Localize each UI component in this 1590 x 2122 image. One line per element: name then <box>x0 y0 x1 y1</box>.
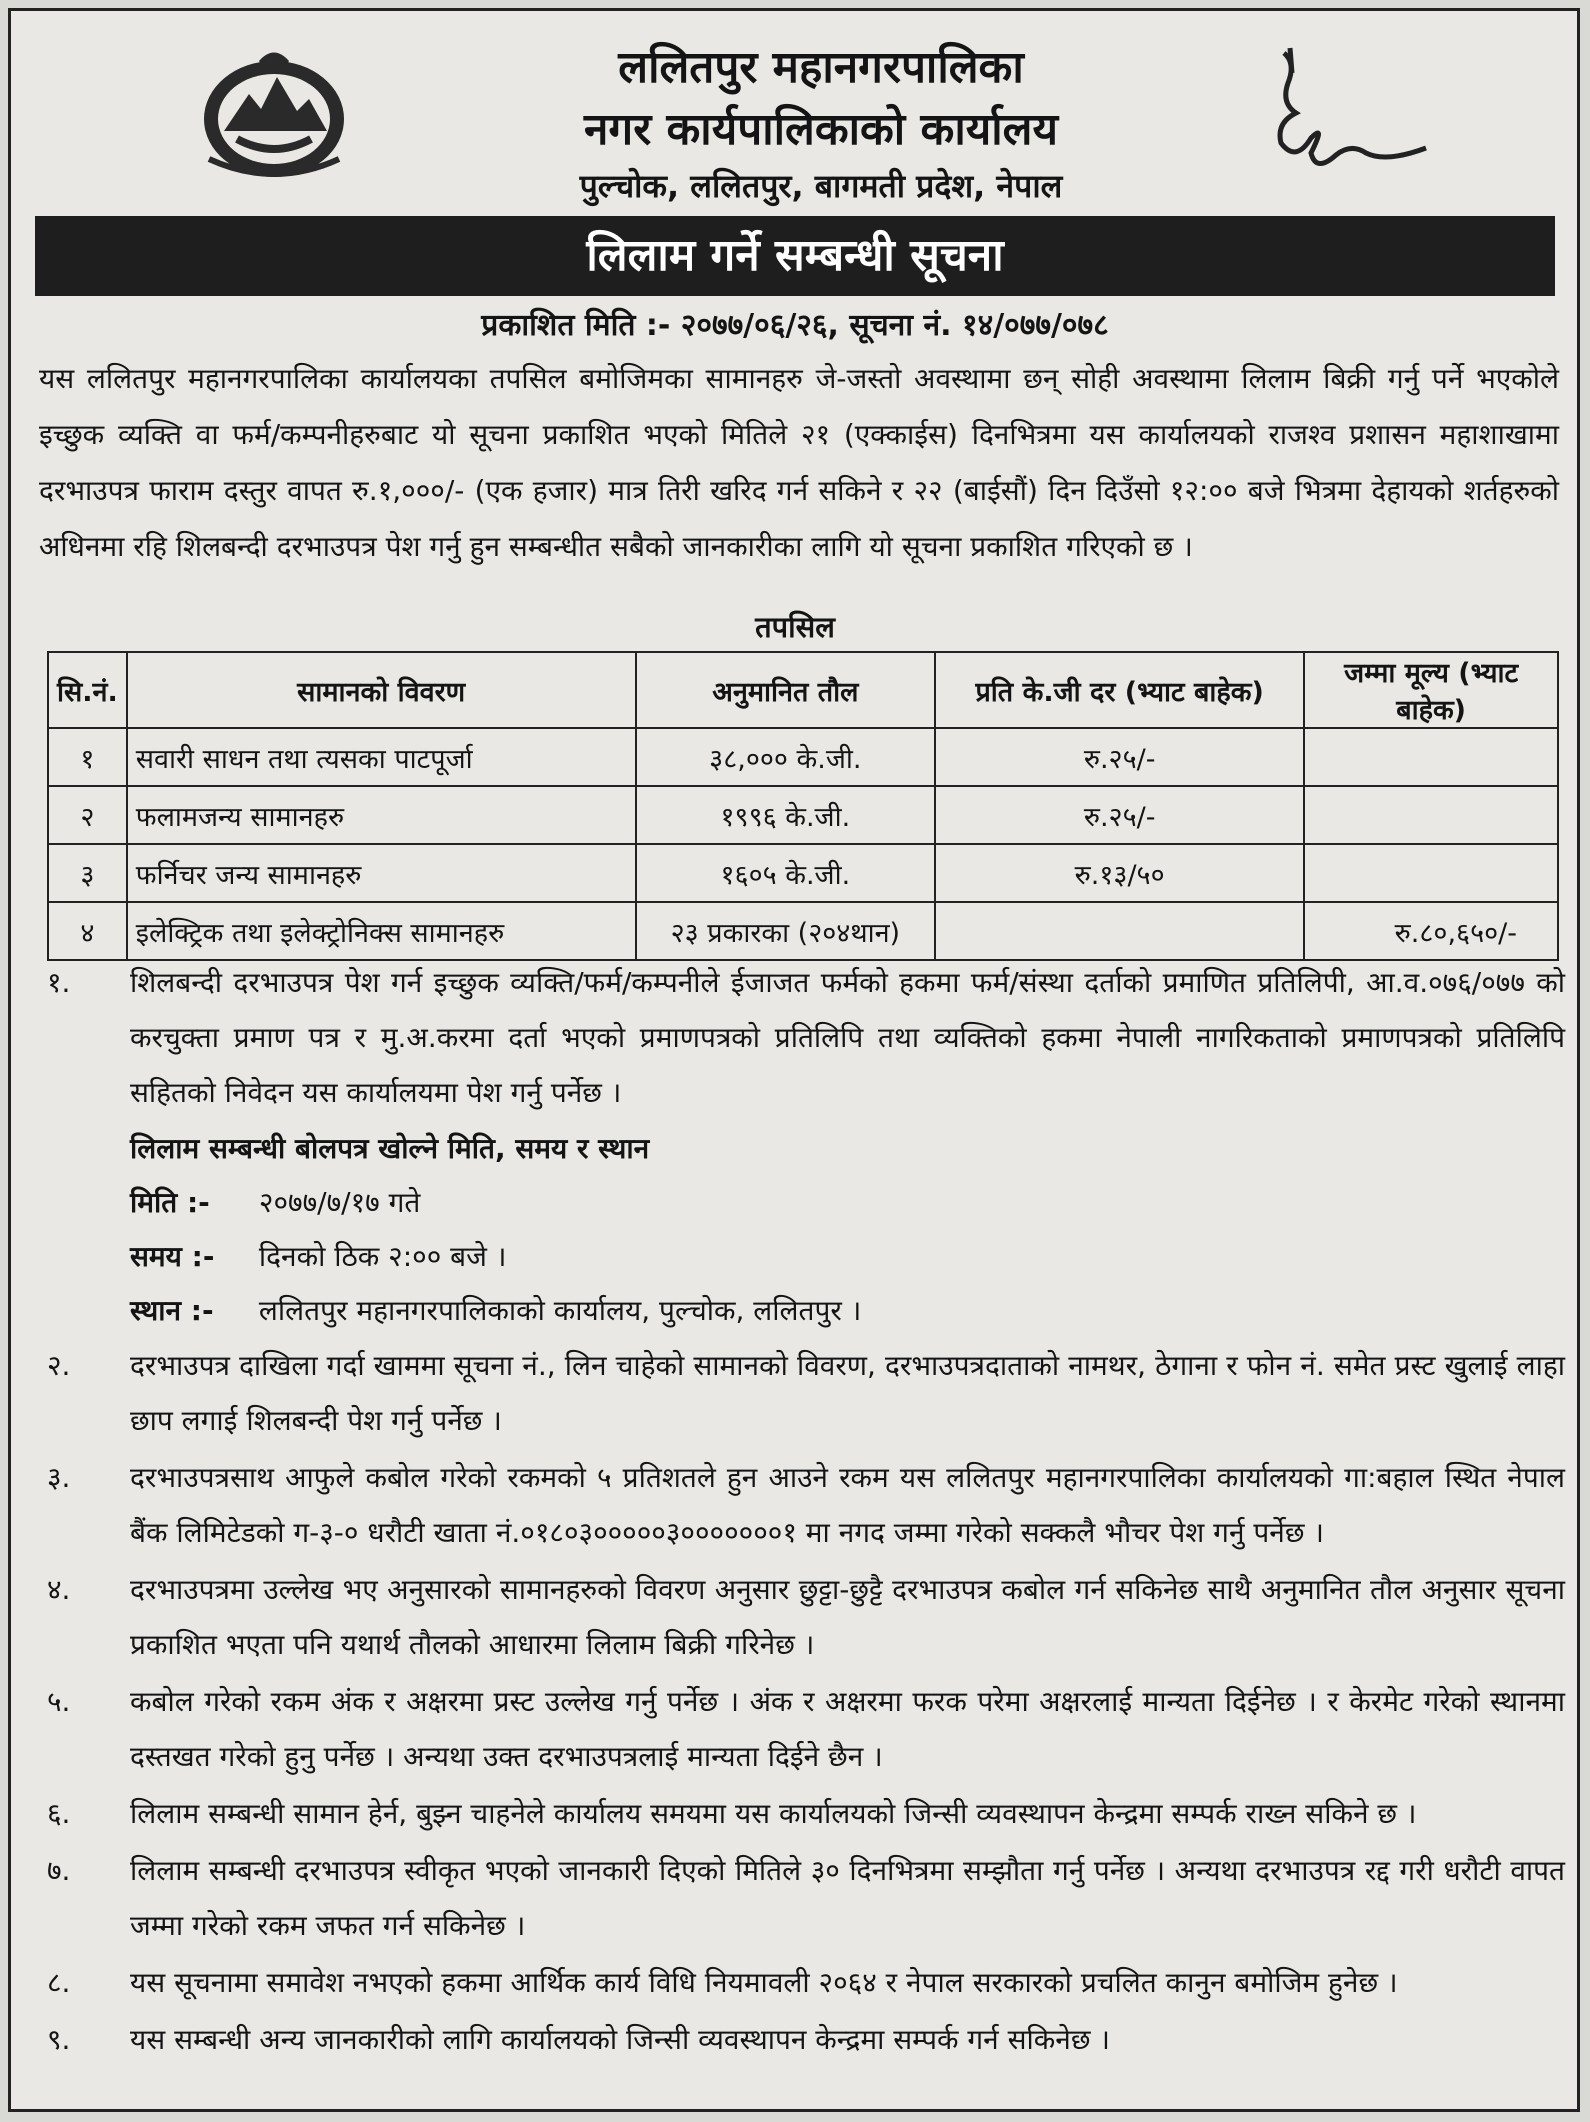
col-header-weight: अनुमानित तौल <box>636 652 935 728</box>
office-name: नगर कार्यपालिकाको कार्यालय <box>584 104 1058 155</box>
opening-date-row <box>130 1176 1565 1230</box>
cell-description: सवारी साधन तथा त्यसका पाटपूर्जा <box>127 728 636 786</box>
cell-sn: १ <box>48 728 127 786</box>
cell-rate: रु.२५/- <box>935 786 1304 844</box>
cell-sn: २ <box>48 786 127 844</box>
cell-description: फर्निचर जन्य सामानहरु <box>127 844 636 902</box>
condition-item <box>35 2012 1565 2067</box>
cell-total <box>1304 844 1558 902</box>
condition-item <box>35 1562 1565 1672</box>
condition-text: लिलाम सम्बन्धी सामान हेर्न, बुझ्न चाहनेले कार्यालय समयमा यस कार्यालयको जिन्सी व्यवस्थापन केन्द्रमा सम्पर्क राख्न सकिने छ । <box>130 1797 1417 1830</box>
letterhead <box>11 11 1577 211</box>
cell-rate: रु.२५/- <box>935 728 1304 786</box>
cell-sn: ३ <box>48 844 127 902</box>
condition-text: दरभाउपत्रसाथ आफुले कबोल गरेको रकमको ५ प्रतिशतले हुन आउने रकम यस ललितपुर महानगरपालिका कार्यालयको गा:बहाल स्थित नेपाल बैंक लिमिटेडको ग-३-० धरौटी खाता नं.०१८०३०००००३०००००००१ मा नगद जम्मा गरेको सक्कलै भौचर पेश गर्नु पर्नेछ । <box>130 1461 1565 1549</box>
items-table <box>47 651 1559 961</box>
condition-text: कबोल गरेको रकम अंक र अक्षरमा प्रस्ट उल्लेख गर्नु पर्नेछ । अंक र अक्षरमा फरक परेमा अक्षरलाई मान्यता दिईनेछ । र केरमेट गरेको स्थानमा दस्तखत गरेको हुनु पर्नेछ । अन्यथा उक्त दरभाउपत्रलाई मान्यता दिईने छैन । <box>130 1685 1565 1773</box>
condition-text: दरभाउपत्रमा उल्लेख भए अनुसारको सामानहरुको विवरण अनुसार छुट्टा-छुट्टै दरभाउपत्र कबोल गर्न सकिनेछ साथै अनुमानित तौल अनुसार सूचना प्रकाशित भएता पनि यथार्थ तौलको आधारमा लिलाम बिक्री गरिनेछ । <box>130 1573 1565 1661</box>
opening-place-label: स्थान :- <box>130 1294 214 1327</box>
publication-info: प्रकाशित मिति :- २०७७/०६/२६, सूचना नं. १४/०७७/०७८ <box>481 308 1109 343</box>
table-row <box>48 786 1558 844</box>
table-row <box>48 902 1558 960</box>
nepal-emblem-logo <box>189 39 359 189</box>
intro-paragraph: यस ललितपुर महानगरपालिका कार्यालयका तपसिल बमोजिमका सामानहरु जे-जस्तो अवस्थामा छन् सोही अवस्थामा लिलाम बिक्री गर्नु पर्ने भएकोले इच्छुक व्यक्ति वा फर्म/कम्पनीहरुबाट यो सूचना प्रकाशित भएको मितिले २१ (एक्काईस) दिनभित्रमा यस कार्यालयको राजश्व प्रशासन महाशाखामा दरभाउपत्र फाराम दस्तुर वापत रु.१,०००/- (एक हजार) मात्र तिरी खरिद गर्न सकिने र २२ (बाईसौं) दिन दिउँसो १२:०० बजे भित्रमा देहायको शर्तहरुको अधिनमा रहि शिलबन्दी दरभाउपत्र पेश गर्नु हुन सम्बन्धीत सबैको जानकारीका लागि यो सूचना प्रकाशित गरिएको छ । <box>39 362 1559 563</box>
cell-weight: १९९६ के.जी. <box>636 786 935 844</box>
condition-item <box>35 1786 1565 1841</box>
office-header <box>411 37 1231 211</box>
condition-number: ५. <box>47 1685 71 1718</box>
notice-title: लिलाम गर्ने सम्बन्धी सूचना <box>35 216 1555 296</box>
opening-time-row <box>130 1230 1565 1284</box>
condition-text: दरभाउपत्र दाखिला गर्दा खाममा सूचना नं., लिन चाहेको सामानको विवरण, दरभाउपत्रदाताको नामथर, ठेगाना र फोन नं. समेत प्रस्ट खुलाई लाहा छाप लगाई शिलबन्दी पेश गर्नु पर्नेछ । <box>130 1349 1565 1437</box>
cell-weight: ३८,००० के.जी. <box>636 728 935 786</box>
condition-item <box>35 1674 1565 1784</box>
condition-item <box>35 955 1565 1120</box>
condition-text: शिलबन्दी दरभाउपत्र पेश गर्न इच्छुक व्यक्ति/फर्म/कम्पनीले ईजाजत फर्मको हकमा फर्म/संस्था दर्ताको प्रमाणित प्रतिलिपी, आ.व.०७६/०७७ को करचुक्ता प्रमाण पत्र र मु.अ.करमा दर्ता भएको प्रमाणपत्रको प्रतिलिपि तथा व्यक्तिको हकमा नेपाली नागरिकताको प्रमाणपत्रको प्रतिलिपि सहितको निवेदन यस कार्यालयमा पेश गर्नु पर्नेछ । <box>130 966 1565 1109</box>
conditions-list <box>35 955 1565 2069</box>
cell-weight: २३ प्रकारका (२०४थान) <box>636 902 935 960</box>
opening-place-value: ललितपुर महानगरपालिकाको कार्यालय, पुल्चोक, ललितपुर । <box>258 1294 862 1327</box>
table-row <box>48 844 1558 902</box>
condition-number: ४. <box>47 1573 71 1606</box>
condition-text: यस सम्बन्धी अन्य जानकारीको लागि कार्यालयको जिन्सी व्यवस्थापन केन्द्रमा सम्पर्क गर्न सकिनेछ । <box>130 2023 1110 2056</box>
condition-number: ८. <box>47 1966 71 1999</box>
office-address: पुल्चोक, ललितपुर, बागमती प्रदेश, नेपाल <box>579 167 1063 205</box>
cell-rate <box>935 902 1304 960</box>
condition-number: ६. <box>47 1797 71 1830</box>
condition-text: यस सूचनामा समावेश नभएको हकमा आर्थिक कार्य विधि नियमावली २०६४ र नेपाल सरकारको प्रचलित कानुन बमोजिम हुनेछ । <box>130 1966 1398 1999</box>
condition-item <box>35 1955 1565 2010</box>
cell-total <box>1304 728 1558 786</box>
opening-heading: लिलाम सम्बन्धी बोलपत्र खोल्ने मिति, समय र स्थान <box>130 1132 650 1165</box>
cell-weight: १६०५ के.जी. <box>636 844 935 902</box>
cell-description: फलामजन्य सामानहरु <box>127 786 636 844</box>
table-header-row <box>48 652 1558 728</box>
opening-time-value: दिनको ठिक २:०० बजे । <box>258 1240 507 1273</box>
opening-details <box>35 1122 1565 1338</box>
cell-total: रु.८०,६५०/- <box>1304 902 1558 960</box>
col-header-rate: प्रति के.जी दर (भ्याट बाहेक) <box>935 652 1304 728</box>
condition-number: ७. <box>47 1854 71 1887</box>
col-header-total: जम्मा मूल्य (भ्याट बाहेक) <box>1304 652 1558 728</box>
col-header-sn: सि.नं. <box>48 652 127 728</box>
opening-place-row <box>130 1284 1565 1338</box>
opening-date-value: २०७७/७/१७ गते <box>258 1186 421 1219</box>
condition-number: १. <box>47 966 71 999</box>
cell-rate: रु.१३/५० <box>935 844 1304 902</box>
opening-date-label: मिति :- <box>130 1186 210 1219</box>
cell-sn: ४ <box>48 902 127 960</box>
condition-number: ९. <box>47 2023 71 2056</box>
col-header-description: सामानको विवरण <box>127 652 636 728</box>
opening-time-label: समय :- <box>130 1240 215 1273</box>
cell-total <box>1304 786 1558 844</box>
condition-text: लिलाम सम्बन्धी दरभाउपत्र स्वीकृत भएको जानकारी दिएको मितिले ३० दिनभित्रमा सम्झौता गर्नु पर्नेछ । अन्यथा दरभाउपत्र रद्द गरी धरौटी वापत जम्मा गरेको रकम जफत गर्न सकिनेछ । <box>130 1854 1565 1942</box>
condition-number: २. <box>47 1349 71 1382</box>
cell-description: इलेक्ट्रिक तथा इलेक्ट्रोनिक्स सामानहरु <box>127 902 636 960</box>
condition-item <box>35 1450 1565 1560</box>
notice-page <box>8 8 1580 2112</box>
schedule-title: तपसिल <box>755 610 835 644</box>
municipality-name: ललितपुर महानगरपालिका <box>618 42 1024 93</box>
condition-number: ३. <box>47 1461 71 1494</box>
table-row <box>48 728 1558 786</box>
condition-item <box>35 1843 1565 1953</box>
condition-item <box>35 1338 1565 1448</box>
signature-mark <box>1256 43 1436 193</box>
